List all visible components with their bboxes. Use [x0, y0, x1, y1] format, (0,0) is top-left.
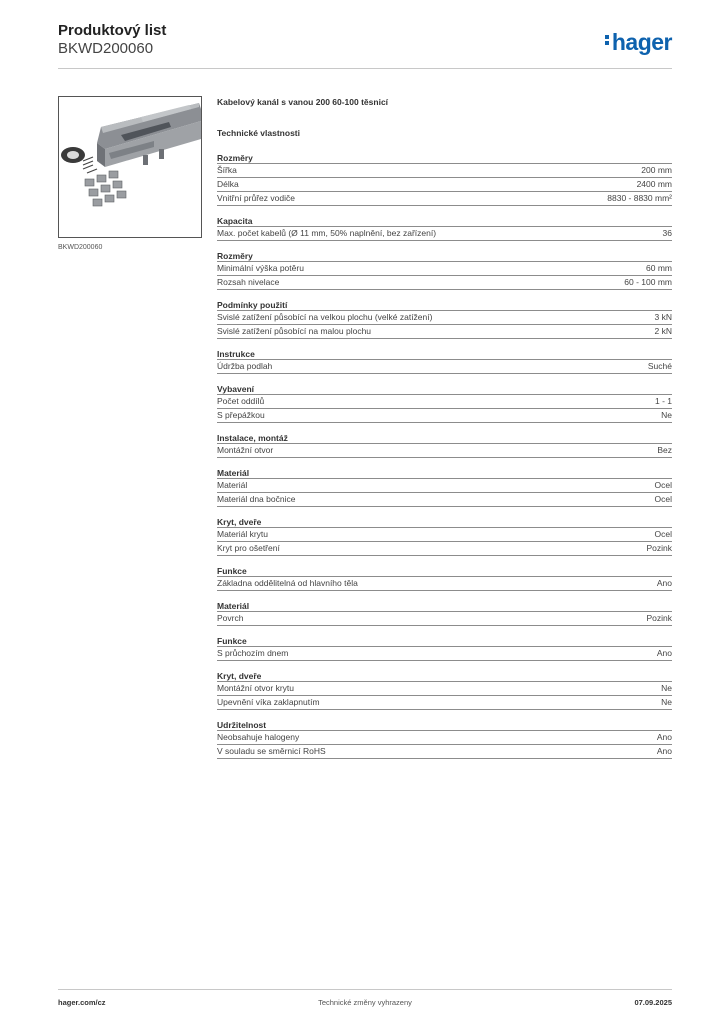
property-row	[217, 647, 672, 661]
property-label: Délka	[217, 179, 239, 189]
property-value: Ano	[656, 732, 672, 742]
property-row	[217, 192, 672, 206]
property-section	[217, 299, 672, 339]
property-value: 36	[662, 228, 672, 238]
property-label: Svislé zatížení působící na velkou plochu (velké zatížení)	[217, 312, 433, 322]
property-row	[217, 444, 672, 458]
section-title: Kryt, dveře	[217, 516, 672, 528]
property-row	[217, 528, 672, 542]
technical-properties-title: Technické vlastnosti	[217, 128, 300, 138]
section-title: Udržitelnost	[217, 719, 672, 731]
section-title: Rozměry	[217, 250, 672, 262]
property-value: Pozink	[646, 543, 672, 553]
property-label: Montážní otvor krytu	[217, 683, 295, 693]
cable-duct-illustration	[59, 97, 201, 237]
property-label: Vnitřní průřez vodiče	[217, 193, 295, 203]
property-value: Bez	[657, 445, 672, 455]
property-section	[217, 348, 672, 374]
property-row	[217, 577, 672, 591]
footer-website: hager.com/cz	[58, 998, 106, 1007]
property-value: Ano	[656, 648, 672, 658]
footer-date: 07.09.2025	[634, 998, 672, 1007]
property-value: Ano	[656, 746, 672, 756]
property-section	[217, 215, 672, 241]
property-section	[217, 152, 672, 206]
property-label: Rozsah nivelace	[217, 277, 280, 287]
property-row	[217, 311, 672, 325]
property-label: Šířka	[217, 165, 237, 175]
property-section	[217, 250, 672, 290]
property-label: V souladu se směrnicí RoHS	[217, 746, 326, 756]
property-label: Základna oddělitelná od hlavního těla	[217, 578, 358, 588]
property-section	[217, 432, 672, 458]
property-row	[217, 262, 672, 276]
section-title: Podmínky použití	[217, 299, 672, 311]
property-row	[217, 227, 672, 241]
header-divider	[58, 68, 672, 69]
footer-divider	[58, 989, 672, 990]
section-title: Vybavení	[217, 383, 672, 395]
property-row	[217, 479, 672, 493]
property-section	[217, 670, 672, 710]
property-row	[217, 395, 672, 409]
product-name: Kabelový kanál s vanou 200 60-100 těsnicí	[217, 97, 389, 107]
logo-text: hager	[611, 29, 672, 55]
property-sections	[217, 152, 672, 759]
property-value: Ocel	[654, 480, 672, 490]
property-value: Pozink	[646, 613, 672, 623]
property-row	[217, 542, 672, 556]
property-label: S průchozím dnem	[217, 648, 289, 658]
property-row	[217, 276, 672, 290]
property-row	[217, 325, 672, 339]
hager-logo	[605, 29, 672, 56]
property-row	[217, 696, 672, 710]
image-caption: BKWD200060	[58, 244, 103, 251]
property-value: 2 kN	[654, 326, 672, 336]
section-title: Kapacita	[217, 215, 672, 227]
property-value: Ano	[656, 578, 672, 588]
property-row	[217, 409, 672, 423]
property-value: 8830 - 8830 mm²	[607, 193, 672, 203]
property-value: 60 - 100 mm	[624, 277, 672, 287]
property-label: Montážní otvor	[217, 445, 274, 455]
property-value: 60 mm	[646, 263, 672, 273]
property-row	[217, 682, 672, 696]
section-title: Instalace, montáž	[217, 432, 672, 444]
property-label: Materiál	[217, 480, 248, 490]
property-row	[217, 493, 672, 507]
property-label: Kryt pro ošetření	[217, 543, 280, 553]
property-row	[217, 731, 672, 745]
property-label: Povrch	[217, 613, 244, 623]
property-value: Ne	[661, 683, 672, 693]
section-title: Funkce	[217, 635, 672, 647]
property-value: Ocel	[654, 494, 672, 504]
property-label: Materiál krytu	[217, 529, 269, 539]
property-section	[217, 600, 672, 626]
section-title: Materiál	[217, 600, 672, 612]
property-value: 3 kN	[654, 312, 672, 322]
property-section	[217, 565, 672, 591]
property-row	[217, 178, 672, 192]
property-section	[217, 635, 672, 661]
section-title: Rozměry	[217, 152, 672, 164]
product-image	[58, 96, 202, 238]
property-section	[217, 383, 672, 423]
property-row	[217, 360, 672, 374]
property-value: Ocel	[654, 529, 672, 539]
property-row	[217, 612, 672, 626]
property-row	[217, 745, 672, 759]
property-value: 2400 mm	[636, 179, 672, 189]
product-code: BKWD200060	[58, 40, 154, 57]
section-title: Materiál	[217, 467, 672, 479]
property-label: Minimální výška potěru	[217, 263, 304, 273]
property-label: S přepážkou	[217, 410, 265, 420]
section-title: Instrukce	[217, 348, 672, 360]
property-label: Upevnění víka zaklapnutím	[217, 697, 320, 707]
property-label: Neobsahuje halogeny	[217, 732, 300, 742]
property-section	[217, 516, 672, 556]
property-section	[217, 719, 672, 759]
page-header	[58, 22, 672, 68]
product-details	[217, 97, 672, 768]
property-label: Materiál dna bočnice	[217, 494, 296, 504]
logo-dots-icon	[605, 33, 610, 47]
page-footer	[58, 989, 672, 1009]
property-value: Ne	[661, 410, 672, 420]
property-label: Údržba podlah	[217, 361, 273, 371]
footer-disclaimer: Technické změny vyhrazeny	[318, 998, 412, 1007]
property-value: 200 mm	[641, 165, 672, 175]
property-value: 1 - 1	[654, 396, 672, 406]
property-label: Počet oddílů	[217, 396, 265, 406]
property-label: Max. počet kabelů (Ø 11 mm, 50% naplnění, bez zařízení)	[217, 228, 437, 238]
document-title: Produktový list	[58, 22, 167, 39]
property-row	[217, 164, 672, 178]
property-value: Ne	[661, 697, 672, 707]
section-title: Kryt, dveře	[217, 670, 672, 682]
property-value: Suché	[647, 361, 672, 371]
property-section	[217, 467, 672, 507]
section-title: Funkce	[217, 565, 672, 577]
property-label: Svislé zatížení působící na malou plochu	[217, 326, 372, 336]
